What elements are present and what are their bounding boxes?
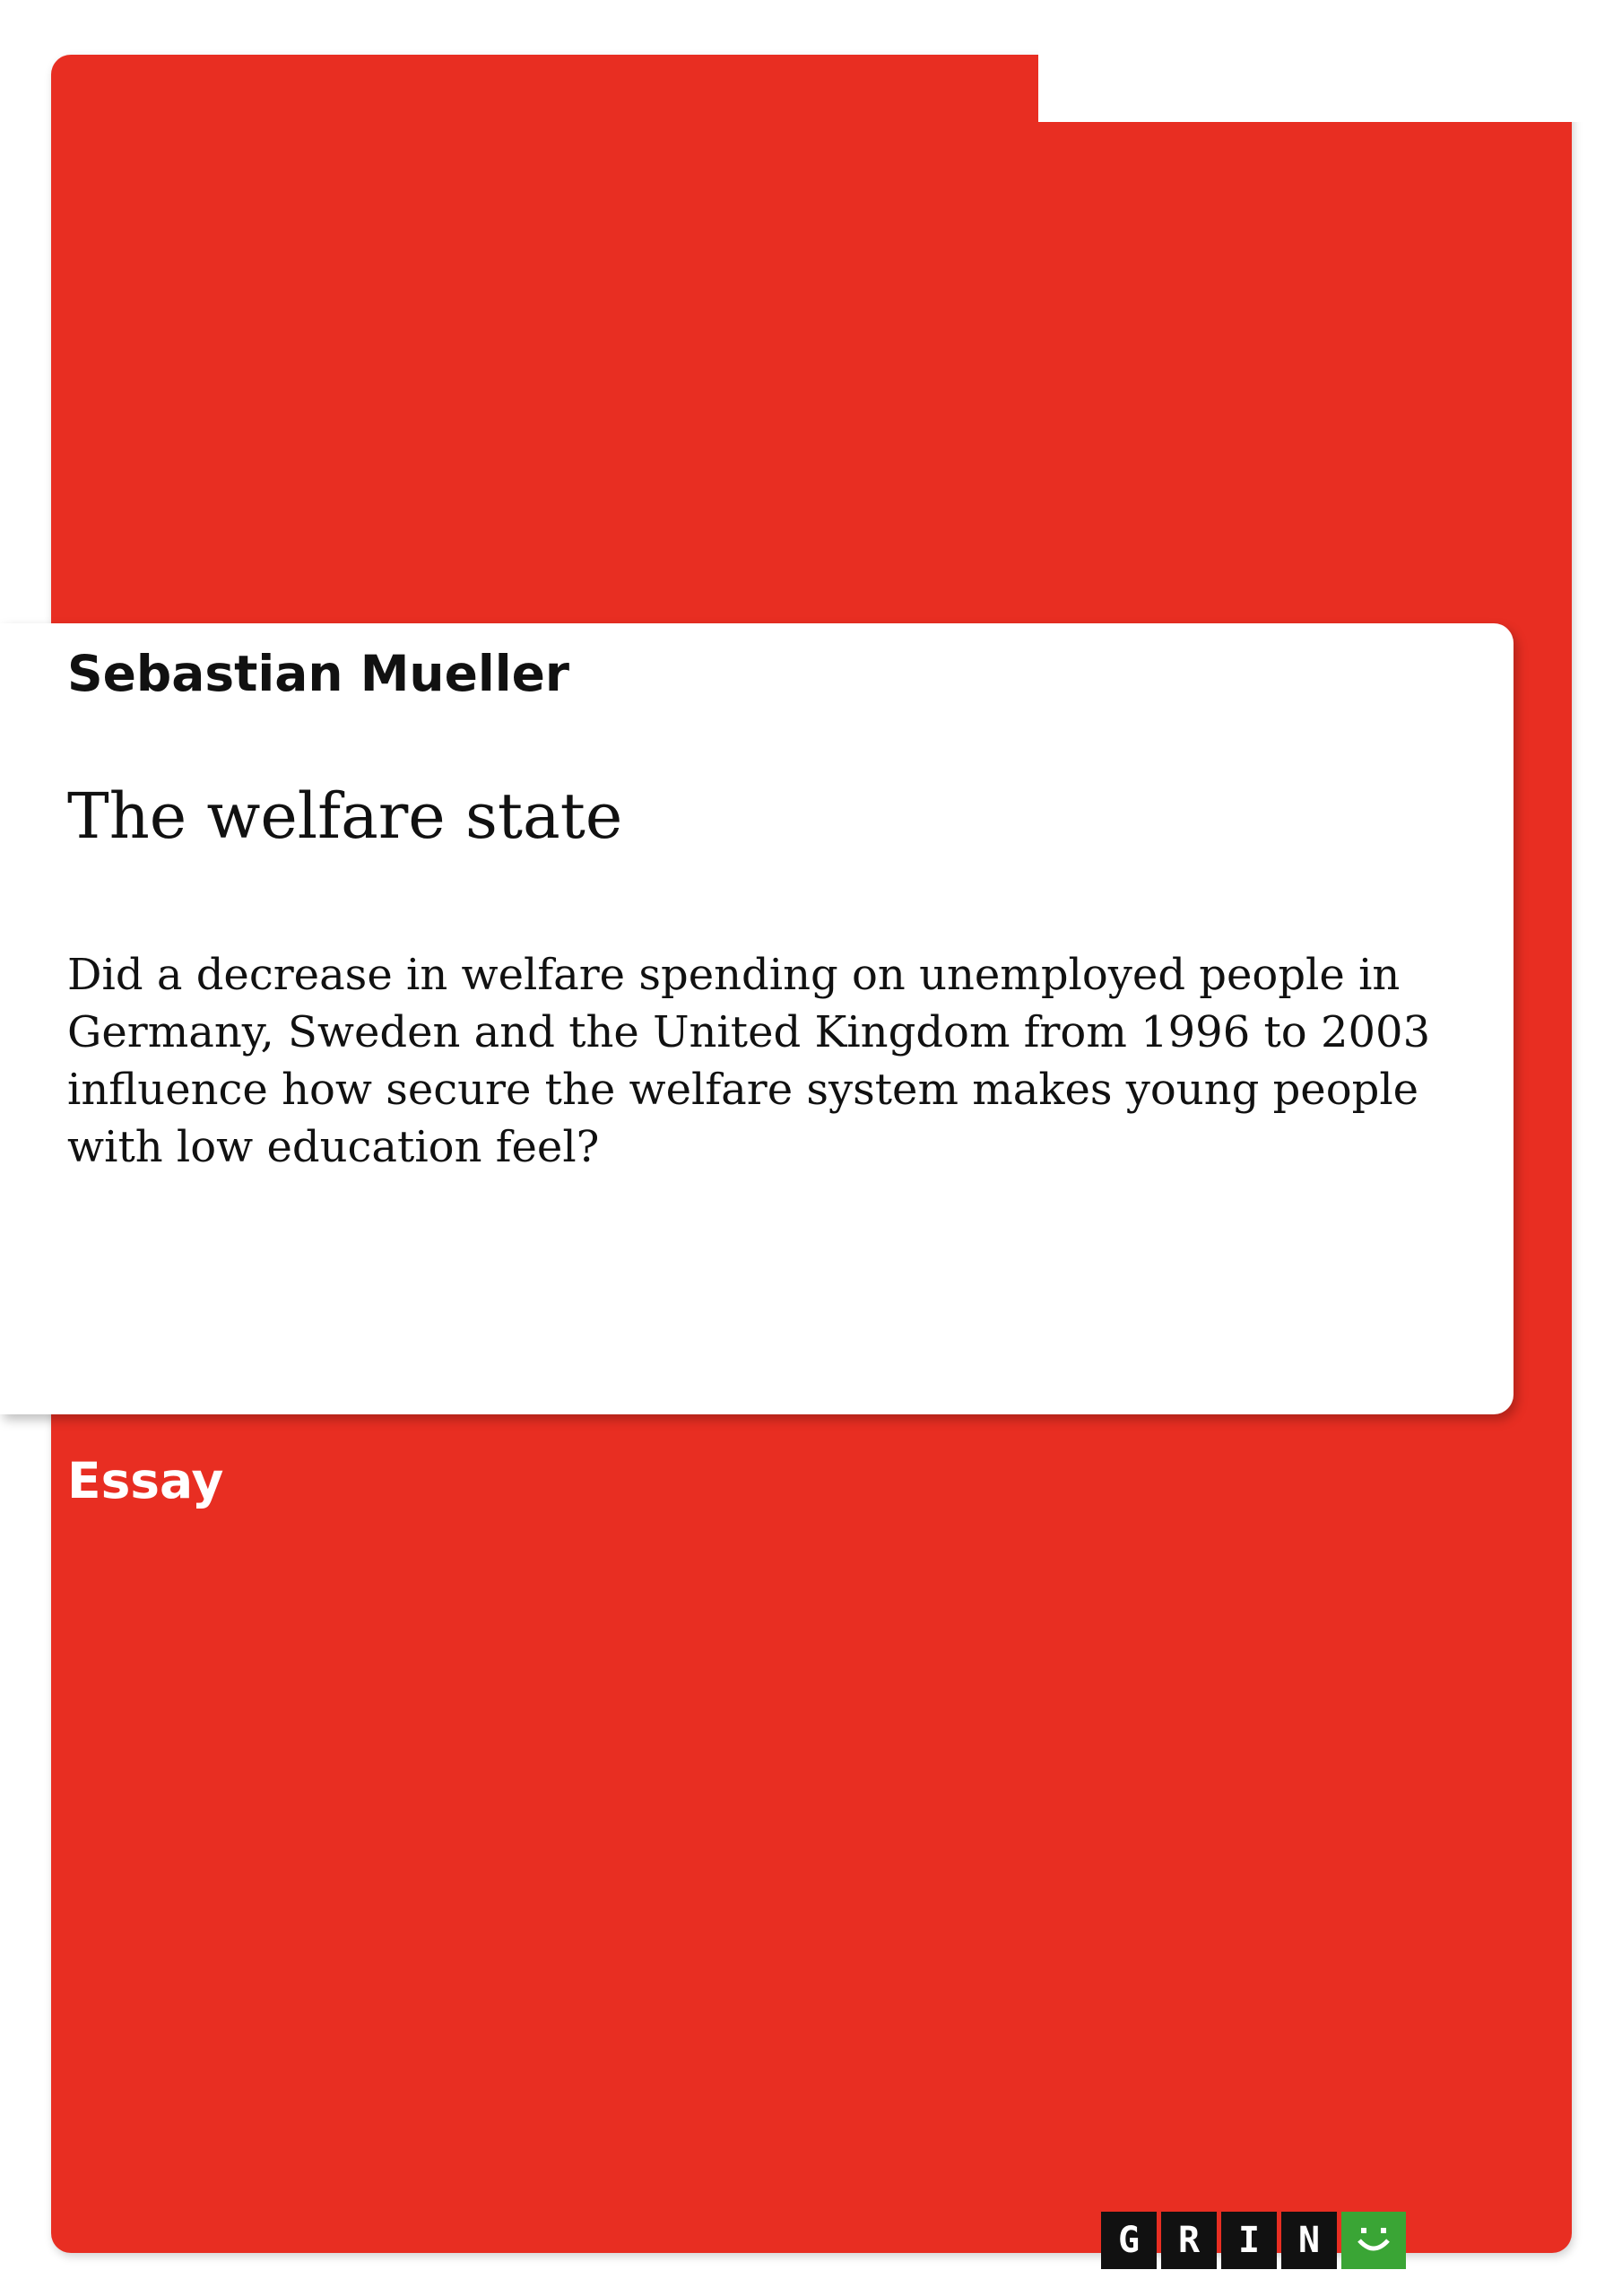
document-title: The welfare state [67,779,623,853]
logo-letter-g: G [1101,2212,1157,2269]
grin-logo [1101,2212,1406,2269]
document-subtitle: Did a decrease in welfare spending on unemployed people in Germany, Sweden and the United Kingdom from 1996 to 2003 influence how secure the welfare system makes young people with low education feel? [67,950,1431,1172]
logo-letter-n: N [1281,2212,1337,2269]
logo-letter-i: I [1221,2212,1277,2269]
logo-letter-r: R [1161,2212,1217,2269]
author-name: Sebastian Mueller [67,645,570,702]
cover-top-notch [1038,36,1622,122]
smiley-icon [1341,2212,1406,2269]
document-type-label: Essay [67,1452,224,1509]
